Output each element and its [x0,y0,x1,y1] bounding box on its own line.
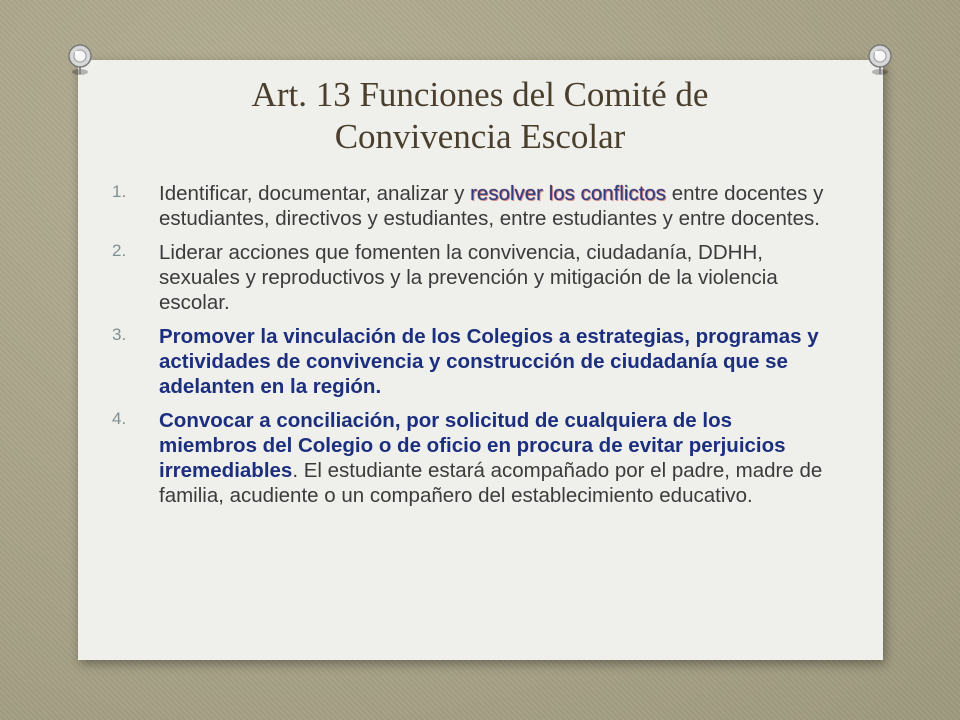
item-text-post: entre docentes y estudiantes, directivos y estudiantes, entre estudiantes y entre docentes. [159,182,824,230]
item-highlight: Promover la vinculación de los Colegios a estrategias, programas y actividades de convivencia y construcción de ciudadanía que se adelanten en la región [159,325,819,398]
item-text: Liderar acciones que fomenten la convivencia, ciudadanía, DDHH, sexuales y reproductivos y la prevención y mitigación de la violencia escolar. [159,241,778,314]
list-item [112,181,832,231]
item-highlight: resolver los conflictos [470,182,667,205]
item-number: 1. [112,182,127,201]
item-highlight: Convocar a conciliación, por solicitud de cualquiera de los miembros del Colegio o de oficio en procura de evitar perjuicios irremediables [159,409,786,482]
list-item [112,324,832,399]
list-item [112,408,832,508]
item-text-post: . [375,375,382,398]
item-number: 3. [112,325,127,344]
title-line-1: Art. 13 Funciones del Comité de [251,75,709,114]
item-number: 2. [112,241,127,260]
list-item [112,240,832,315]
item-text-post: . El estudiante estará acompañado por el padre, madre de familia, acudiente o un compañero del establecimiento educativo. [159,459,823,507]
item-number: 4. [112,409,127,428]
item-text [159,408,832,508]
item-text [159,181,832,231]
item-text [159,324,832,399]
title-line-2: Convivencia Escolar [334,117,626,156]
pushpin-icon [862,42,898,78]
item-text-pre: Identificar, documentar, analizar y [159,182,471,205]
pushpin-icon [62,42,98,78]
slide-title [80,74,880,158]
functions-list [112,181,832,517]
